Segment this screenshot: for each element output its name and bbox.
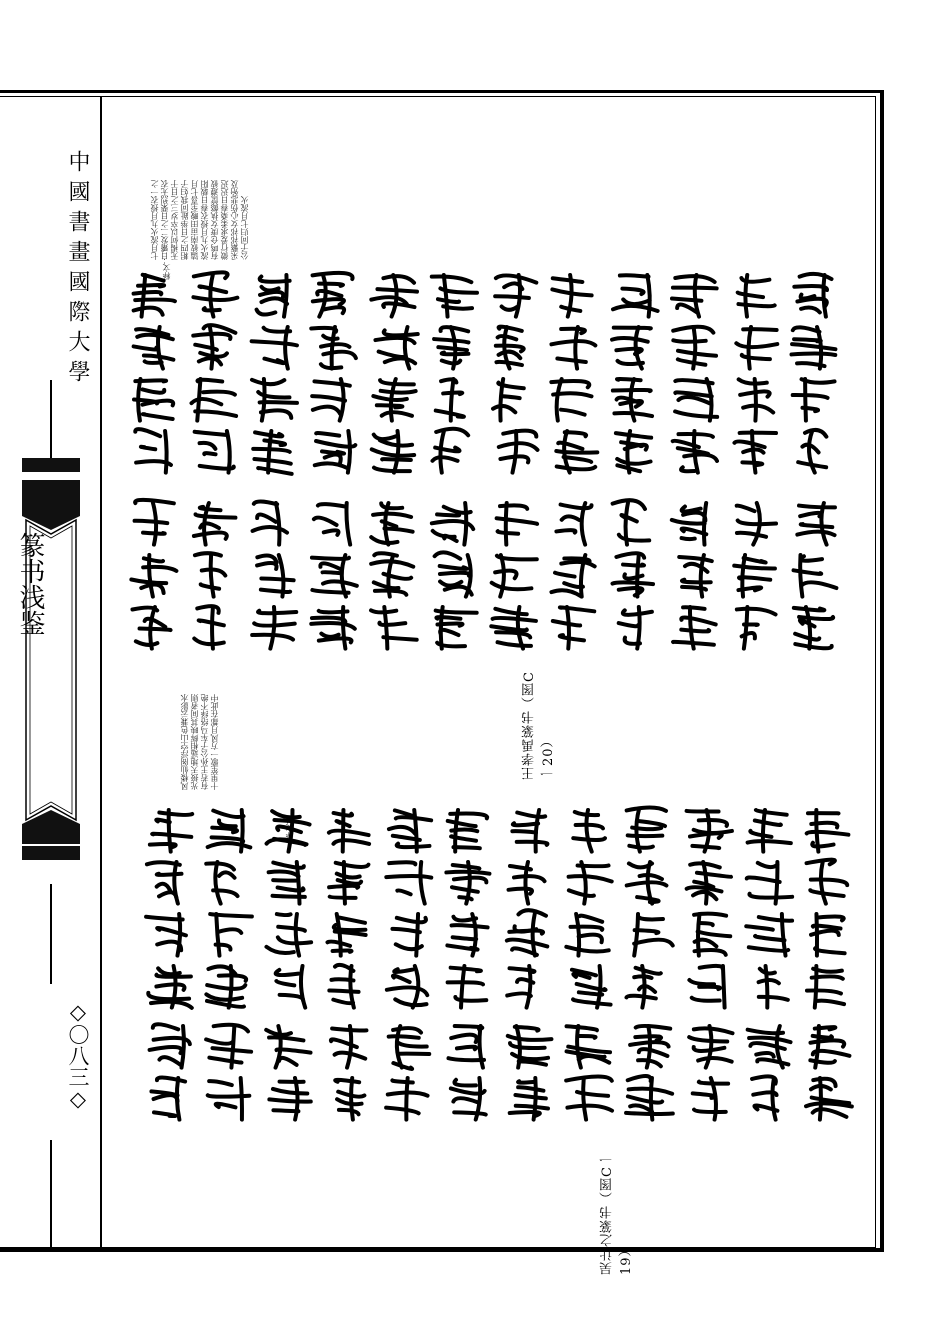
seal-glyph [634,914,673,956]
seal-glyph [673,327,716,369]
sidebar-rule-bottom [50,884,52,984]
seal-glyph [794,607,833,649]
seal-glyph [791,327,835,369]
seal-glyph [132,607,170,649]
seal-glyph [508,1026,552,1068]
seal-glyph [252,327,297,369]
seal-glyph [253,431,291,474]
seal-glyph [134,379,173,421]
seal-glyph [448,966,487,1008]
seal-glyph [793,379,835,421]
seal-glyph [748,810,791,852]
seal-glyph [386,1078,427,1120]
seal-glyph [311,607,355,649]
seal-glyph [432,275,477,317]
seal-glyph [386,862,431,904]
seal-glyph [147,862,182,904]
seal-glyph [752,1076,777,1119]
seal-glyph [447,914,487,956]
seal-glyph [616,431,651,473]
seal-glyph [556,431,597,473]
seal-glyph [371,275,417,317]
sidebar-divider [100,96,102,1248]
fig19-note-label: 释文： [285,816,294,840]
seal-glyph [389,1026,430,1069]
seal-glyph [627,862,667,904]
seal-glyph [673,431,717,473]
seal-glyph [499,431,538,473]
seal-glyph [810,1026,849,1068]
seal-glyph [492,555,537,597]
seal-glyph [257,555,294,597]
seal-glyph [491,607,536,649]
seal-glyph [210,914,252,956]
seal-glyph [627,808,666,852]
seal-glyph [569,862,612,904]
seal-glyph [689,1026,732,1068]
seal-glyph [566,1076,612,1119]
seal-glyph [327,914,365,956]
fig20-caption: 王孝禹篆书（图C一20） [522,671,556,780]
seal-glyph [613,553,654,596]
seal-glyph [497,503,537,545]
seal-glyph [551,379,591,421]
seal-glyph [507,910,547,955]
seal-glyph [253,501,287,544]
seal-glyph [807,966,844,1008]
sidebar-rule-end [50,1140,52,1250]
seal-glyph [436,379,464,421]
seal-glyph [257,275,290,317]
seal-glyph [134,275,175,317]
seal-glyph [313,273,353,317]
seal-glyph [151,1078,185,1120]
banner-ribbon-top [22,458,80,472]
seal-glyph [446,862,489,904]
seal-glyph [673,607,716,649]
seal-glyph [687,862,731,904]
seal-glyph [493,379,524,421]
seal-glyph [672,275,717,317]
seal-glyph [737,607,776,649]
seal-glyph [798,430,826,473]
seal-glyph [311,327,356,369]
seal-glyph [315,431,356,473]
seal-glyph [794,274,831,317]
seal-glyph [734,555,775,597]
seal-glyph [312,555,357,597]
seal-glyph [496,327,524,369]
seal-glyph [746,914,792,956]
seal-glyph [208,1078,250,1120]
seal-glyph [551,327,595,369]
seal-glyph [329,862,368,904]
seal-glyph [512,810,547,852]
seal-glyph [630,1026,670,1068]
seal-glyph [266,914,311,956]
seal-glyph [195,431,234,473]
seal-glyph [807,860,848,904]
seal-glyph [432,503,473,545]
seal-glyph [267,810,310,852]
seal-glyph [748,1026,791,1068]
seal-glyph [150,810,192,852]
fig19-calligraphy [140,800,880,1150]
seal-glyph [739,379,774,421]
seal-glyph [206,862,237,904]
seal-glyph [387,966,427,1008]
section-title: 篆书浅鉴 [15,532,45,636]
seal-glyph [194,606,224,648]
seal-glyph [552,275,591,317]
seal-glyph [551,555,594,597]
fig20-note-label: 释文： [162,256,171,280]
seal-glyph [694,914,730,956]
seal-glyph [626,1076,673,1120]
seal-glyph [613,275,658,317]
seal-glyph [675,379,717,421]
seal-glyph [672,503,706,545]
seal-glyph [148,966,192,1008]
seal-glyph [269,1078,310,1120]
seal-glyph [737,503,776,545]
seal-glyph [626,966,660,1008]
seal-glyph [794,555,837,597]
seal-glyph [371,503,412,545]
seal-glyph [567,1026,610,1068]
seal-glyph [194,503,236,545]
seal-glyph [759,966,788,1008]
seal-glyph [373,379,415,421]
seal-glyph [448,810,487,852]
seal-glyph [135,429,171,473]
seal-glyph [193,272,237,316]
seal-glyph [507,966,534,1008]
seal-glyph [206,1025,251,1068]
seal-glyph [135,500,174,545]
seal-glyph [734,431,776,473]
seal-glyph [134,327,174,369]
seal-glyph [206,966,246,1008]
seal-glyph [613,379,652,421]
seal-glyph [566,914,608,956]
seal-glyph [451,1078,486,1120]
seal-glyph [195,553,225,596]
seal-glyph [736,327,777,369]
seal-glyph [335,1078,364,1120]
seal-glyph [613,500,650,544]
seal-glyph [435,552,472,596]
seal-glyph [372,431,414,473]
page-number: ◇〇八三◇ [66,1000,90,1111]
seal-glyph [392,914,425,956]
seal-glyph [738,275,775,317]
seal-glyph [693,1078,728,1120]
seal-glyph [448,1026,484,1068]
seal-glyph [375,327,417,369]
seal-glyph [312,379,350,421]
seal-glyph [131,555,176,597]
seal-glyph [276,966,306,1008]
seal-glyph [193,325,235,369]
seal-glyph [192,379,237,421]
seal-glyph [806,1078,852,1120]
seal-glyph [811,914,845,956]
seal-glyph [146,914,186,956]
seal-glyph [495,275,536,317]
seal-glyph [572,966,611,1008]
book-title: 中國書畫國際大學 [65,150,90,390]
seal-glyph [252,379,297,421]
seal-glyph [807,810,849,852]
seal-glyph [371,607,417,649]
fig19-caption: 吴让之篆书（图C一19） [600,1152,634,1275]
seal-glyph [689,966,724,1008]
seal-glyph [747,862,792,904]
seal-glyph [314,503,350,545]
seal-glyph [573,810,605,852]
seal-glyph [434,327,468,369]
sidebar-rule-top [50,380,52,460]
seal-glyph [252,607,296,649]
seal-glyph [331,1026,367,1068]
seal-glyph [797,503,835,545]
seal-glyph [389,810,431,852]
seal-glyph [612,327,651,369]
seal-glyph [432,429,468,473]
seal-glyph [687,810,732,852]
seal-glyph [371,553,413,596]
seal-glyph [329,810,369,852]
fig19-note-text: 风楼仙阁浮空山色兼云影水光接天地遥相辉映其间者则有若王孙公子车马络绎不绝十里笙歌一方风月都在此中 [180,694,219,790]
seal-glyph [510,1078,548,1120]
seal-glyph [679,555,712,597]
seal-glyph [266,1026,310,1068]
seal-glyph [150,1024,190,1067]
seal-glyph [436,607,477,649]
seal-glyph [556,503,591,545]
seal-glyph [329,965,358,1008]
fig20-calligraphy [125,265,865,665]
seal-glyph [509,862,545,904]
fig20-note-text: 七月流火九月授衣一之日觱发二之日栗烈无衣无褐何以卒岁三之日于耜四之日举趾同我妇子馌彼南亩田畯至喜七月流火九月授衣春日载阳有鸣仓庚女执懿筐遵彼微行爰求柔桑春日迟迟采蘩祁祁女心伤悲殆及公子同归七月流火 [150,180,249,260]
seal-glyph [619,607,652,649]
seal-glyph [208,810,251,852]
seal-glyph [553,607,594,649]
seal-glyph [269,862,305,904]
